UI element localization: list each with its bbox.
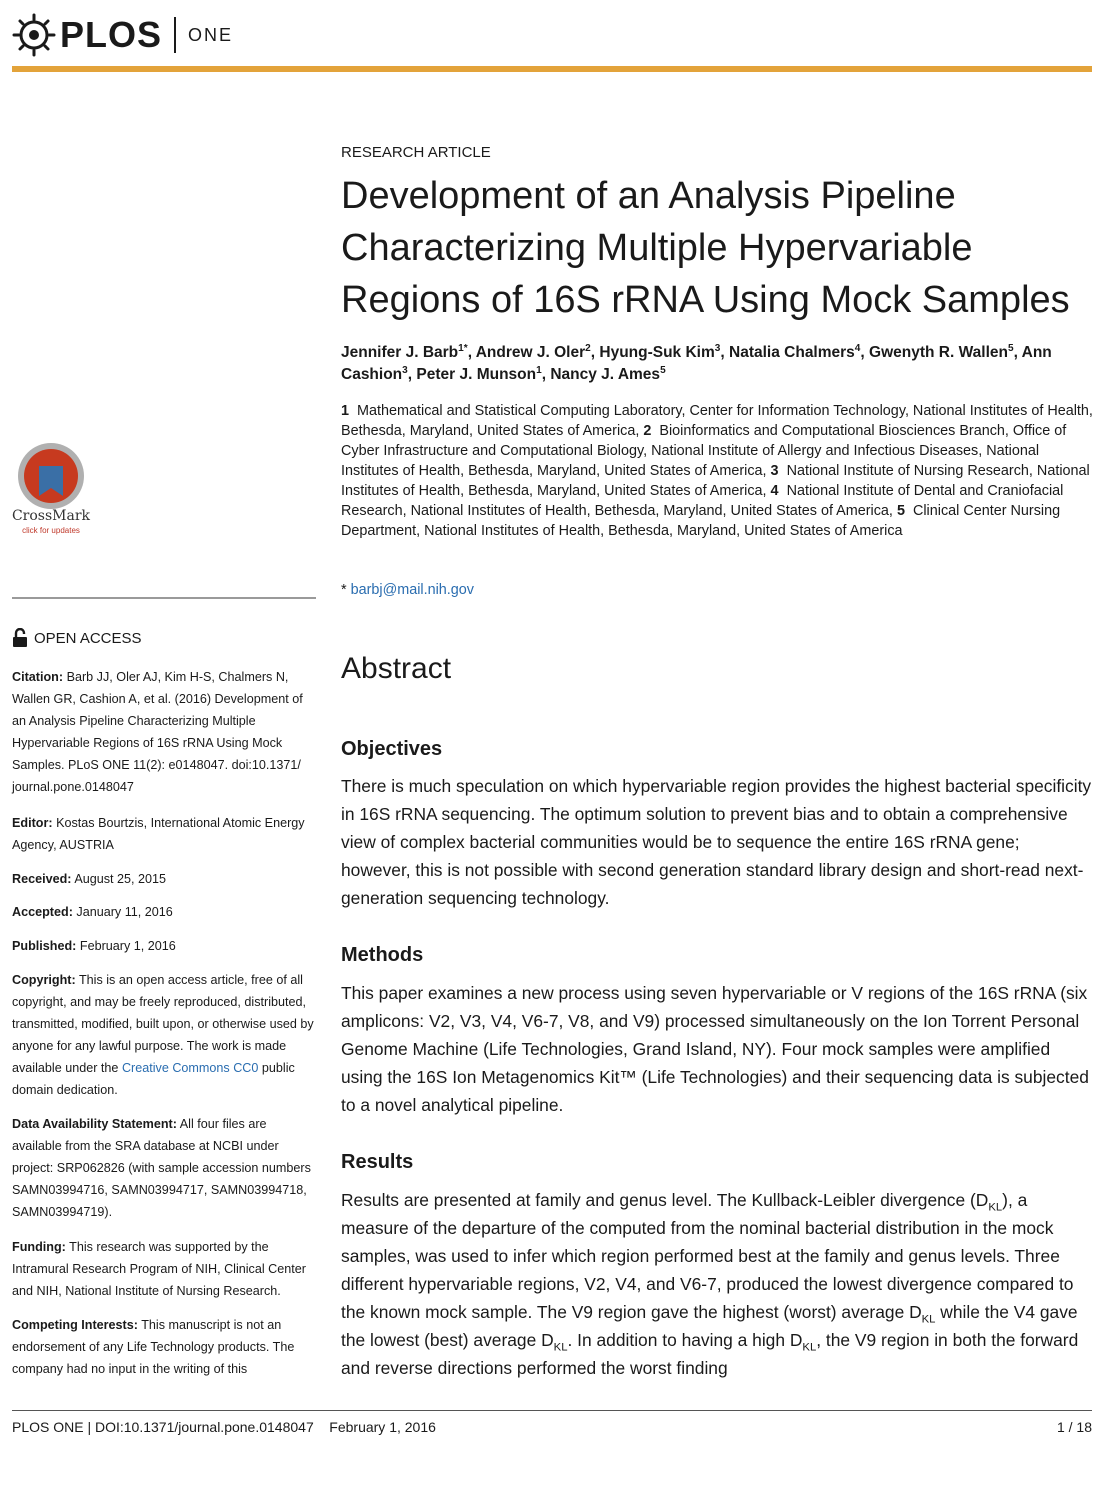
results-heading: Results xyxy=(341,1151,414,1173)
open-access-text: OPEN ACCESS xyxy=(34,629,142,647)
competing-label: Competing Interests: xyxy=(12,1318,138,1332)
received-label: Received: xyxy=(12,872,72,886)
page-number: 1 / 18 xyxy=(1056,1419,1092,1435)
author-list: Jennifer J. Barb$^{1*}$, Andrew J. Oler$^2$, Hyung-Suk Kim$^3$, Natalia Chalmers$^4$, Gwenyth R. Wallen$^5$, Ann Cashion$^3$, Peter J. Munson$^1$, Nancy J. Ames$^5$ xyxy=(341,342,1052,383)
logo-separator xyxy=(174,17,176,53)
logo-journal: ONE xyxy=(188,24,234,45)
copyright-block xyxy=(12,969,317,1101)
author[interactable]: Natalia Chalmers$^4$ xyxy=(729,342,861,361)
crossmark-badge[interactable] xyxy=(10,440,92,540)
author[interactable]: Peter J. Munson$^1$ xyxy=(416,364,542,383)
open-lock-icon xyxy=(12,628,28,648)
accepted-label: Accepted: xyxy=(12,905,73,919)
affiliation-text: Clinical Center Nursing Department, National Institutes of Health, Bethesda, Maryland, United States of America xyxy=(341,503,1061,539)
author[interactable]: Jennifer J. Barb$^{1*}$ xyxy=(341,342,468,361)
copyright-text: This is an open access article, free of all copyright, and may be freely reproduced, distributed, transmitted, modified, built upon, or otherwise used by anyone for any lawful purpose. The work is made available under the xyxy=(12,973,314,1075)
corresponding-author: * barbj@mail.nih.gov xyxy=(341,582,475,598)
citation-label: Citation: xyxy=(12,670,64,684)
published-block xyxy=(12,935,317,957)
affiliation-text: Bioinformatics and Computational Biosciences Branch, Office of Cyber Infrastructure and Computational Biology, National Institute of Allergy and Infectious Diseases, National Institutes of Health, Bethesda, Maryland, United States of America, xyxy=(341,423,1067,479)
editor-text: Kostas Bourtzis, International Atomic Energy Agency, AUSTRIA xyxy=(12,816,305,852)
funding-text: This research was supported by the Intramural Research Program of NIH, Clinical Center and NIH, National Institute of Nursing Research. xyxy=(12,1240,306,1298)
citation-text: Barb JJ, Oler AJ, Kim H-S, Chalmers N, Wallen GR, Cashion A, et al. (2016) Development of an Analysis Pipeline Characterizing Multiple Hypervariable Regions of 16S rRNA Using Mock Samples. PLoS ONE 11(2): e0148047. doi:10.1371/ journal.pone.0148047 xyxy=(12,670,303,794)
author[interactable]: Hyung-Suk Kim$^3$ xyxy=(599,342,721,361)
copyright-tail: public domain dedication. xyxy=(12,1061,295,1097)
abstract-heading: Abstract xyxy=(341,652,452,685)
methods-text: This paper examines a new process using seven hypervariable or V regions of the 16S rRNA (six amplicons: V2, V3, V4, V6-7, V8, and V9) processed simultaneously on the Ion Torrent Personal Genome Machine (Life Technologies, Grand Island, NY). Four mock samples were amplified using the 16S Ion Metagenomics Kit™ (Life Technologies) and their sequencing data is subjected to a novel analytical pipeline. xyxy=(341,983,1089,1115)
affiliation-text: National Institute of Dental and Craniofacial Research, National Institutes of Health, Bethesda, Maryland, United States of America, xyxy=(341,483,1064,519)
open-access-label xyxy=(12,628,142,648)
author[interactable]: Gwenyth R. Wallen$^5$ xyxy=(869,342,1014,361)
corresponding-email-link[interactable]: barbj@mail.nih.gov xyxy=(350,582,475,598)
author[interactable]: Ann Cashion$^3$ xyxy=(341,344,1052,383)
affiliation-text: Mathematical and Statistical Computing Laboratory, Center for Information Technology, National Institutes of Health, Bethesda, Maryland, United States of America, xyxy=(341,403,1093,439)
article-type: RESEARCH ARTICLE xyxy=(341,144,491,161)
competing-interests-block xyxy=(12,1314,317,1380)
author[interactable]: Nancy J. Ames$^5$ xyxy=(550,364,666,383)
objectives-text: There is much speculation on which hypervariable region provides the highest bacterial specificity in 16S rRNA sequencing. The optimum solution to prevent bias and to obtain a comprehensive view of complex bacterial communities would be to sequence the entire 16S rRNA gene; however, this is not possible with second generation standard library design and short-read next-generation sequencing technology. xyxy=(341,776,1092,908)
received-text: August 25, 2015 xyxy=(74,872,167,886)
author[interactable]: Andrew J. Oler$^2$ xyxy=(475,342,591,361)
logo-wordmark: PLOS xyxy=(60,14,163,55)
published-text: February 1, 2016 xyxy=(79,939,176,953)
article-title: Development of an Analysis Pipeline Characterizing Multiple Hypervariable Regions of 16S rRNA Using Mock Samples xyxy=(341,175,1070,321)
cc0-link[interactable]: Creative Commons CC0 xyxy=(121,1061,259,1075)
plos-logo-icon xyxy=(12,13,56,57)
data-availability-label: Data Availability Statement: xyxy=(12,1117,177,1131)
data-availability-text: All four files are available from the SRA database at NCBI under project: SRP062826 (with sample accession numbers SAMN03994716, SAMN03994717, SAMN03994718, SAMN03994719). xyxy=(12,1117,311,1219)
affiliations: 1 Mathematical and Statistical Computing Laboratory, Center for Information Technology, National Institutes of Health, Bethesda, Maryland, United States of America, 2 Bioinformatics and Computational Biosciences Branch, Office of Cyber Infrastructure and Computational Biology, National Institute of Allergy and Infectious Diseases, National Institutes of Health, Bethesda, Maryland, United States of America, 3 National Institute of Nursing Research, National Institutes of Health, Bethesda, Maryland, United States of America, 4 National Institute of Dental and Craniofacial Research, National Institutes of Health, Bethesda, Maryland, United States of America, 5 Clinical Center Nursing Department, National Institutes of Health, Bethesda, Maryland, United States of America xyxy=(341,403,1093,539)
copyright-label: Copyright: xyxy=(12,973,76,987)
published-label: Published: xyxy=(12,939,77,953)
crossmark-sublabel: click for updates xyxy=(22,526,80,535)
crossmark-icon xyxy=(10,440,92,510)
data-availability-block xyxy=(12,1113,317,1223)
competing-text: This manuscript is not an endorsement of any Life Technology products. The company had no input in the writing of this xyxy=(12,1318,295,1376)
received-block xyxy=(12,868,317,890)
accepted-text: January 11, 2016 xyxy=(76,905,173,919)
citation-block xyxy=(12,666,317,798)
methods-heading: Methods xyxy=(341,944,424,966)
header-accent-bar xyxy=(12,66,1092,72)
accepted-block xyxy=(12,901,317,923)
results-text: Results are presented at family and genus level. The Kullback-Leibler divergence $(D_{KL})$, a measure of the departure of the computed from the nominal bacterial distribution in the mock samples, was used to infer which region performed best at the family and genus levels. Three different hypervariable regions, V2, V4, and V6-7, produced the lowest divergence compared to the known mock sample. The V9 region gave the highest (worst) average $D_{KL}$ while the V4 gave the lowest (best) average $D_{KL}$. In addition to having a high $D_{KL}$, the V9 region in both the forward and reverse directions performed the worst finding xyxy=(341,1190,1079,1378)
affiliation-text: National Institute of Nursing Research, National Institutes of Health, Bethesda, Maryland, United States of America, xyxy=(341,463,1090,499)
plos-logo[interactable] xyxy=(12,12,233,58)
crossmark-label: CrossMark xyxy=(11,508,91,524)
funding-label: Funding: xyxy=(12,1240,66,1254)
sidebar-divider xyxy=(12,597,316,599)
funding-block xyxy=(12,1236,317,1302)
editor-label: Editor: xyxy=(12,816,53,830)
editor-block xyxy=(12,812,317,856)
footer-citation: PLOS ONE | DOI:10.1371/journal.pone.0148047 February 1, 2016 xyxy=(12,1419,436,1435)
footer-divider xyxy=(12,1410,1092,1411)
objectives-heading: Objectives xyxy=(341,738,443,760)
